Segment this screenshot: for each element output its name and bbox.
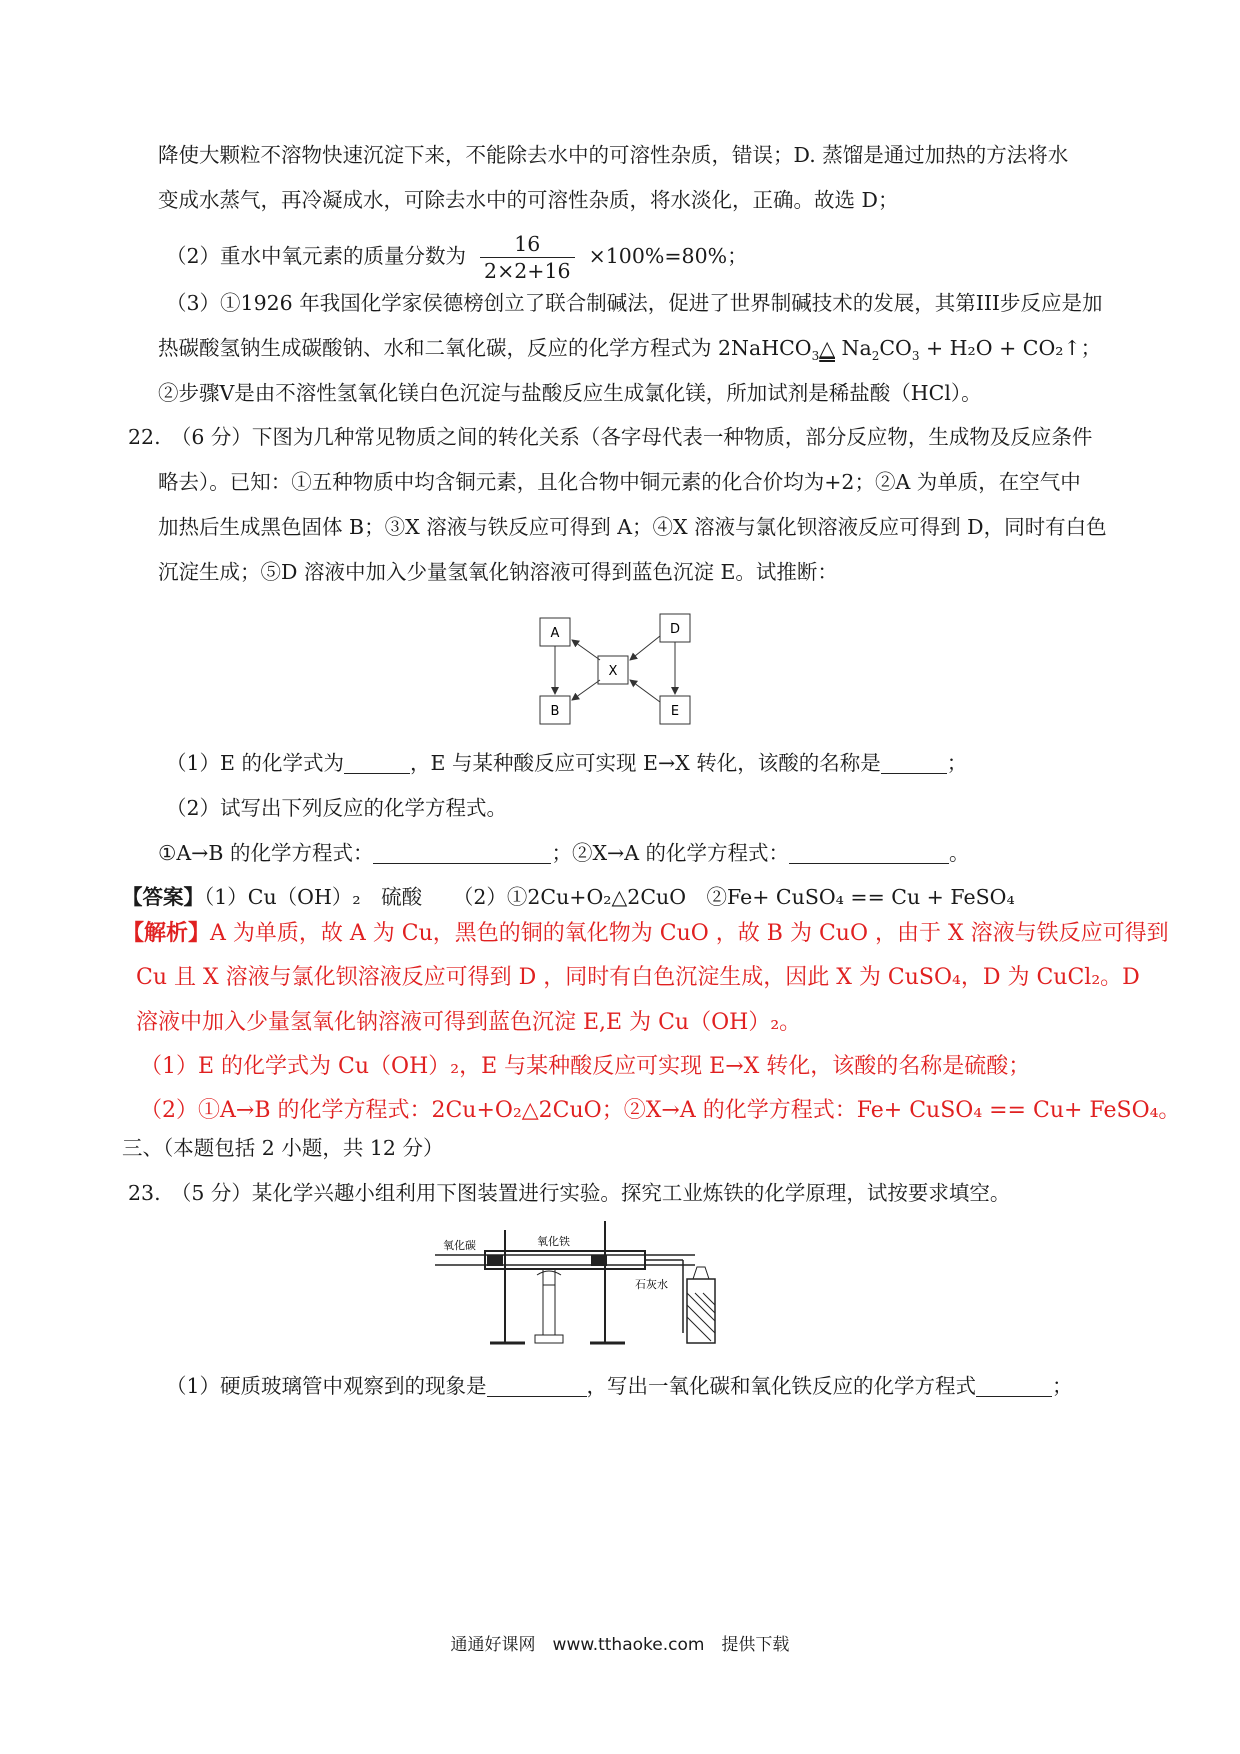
text-line: ②步骤Ⅴ是由不溶性氢氧化镁白色沉淀与盐酸反应生成氯化镁，所加试剂是稀盐酸（HCl）。 — [158, 381, 982, 405]
heat-symbol: △ — [819, 336, 835, 360]
text-line-equation — [158, 333, 1130, 371]
arrow-d-x — [630, 636, 660, 660]
arrow-x-b — [572, 680, 600, 700]
text-line: 降使大颗粒不溶物快速沉淀下来，不能除去水中的可溶性杂质，错误；D. 蒸馏是通过加热的方法将水 — [158, 143, 1069, 167]
arrow-e-x — [630, 680, 660, 702]
answer-blank[interactable] — [487, 1374, 587, 1397]
text: ，写出一氧化碳和氧化铁反应的化学方程式 — [586, 1374, 977, 1398]
answer-text: （1）Cu（OH）₂ 硫酸 （2）①2Cu+O₂△2CuO ②Fe+ CuSO₄ == Cu + FeSO₄ — [204, 885, 1015, 909]
text: + H₂O + CO₂↑； — [919, 336, 1102, 360]
numerator: 16 — [514, 232, 541, 256]
text: （1）硬质玻璃管中观察到的现象是 — [166, 1374, 487, 1398]
text: ①A→B 的化学方程式： — [158, 841, 374, 865]
text-line: 变成水蒸气，再冷凝成水，可除去水中的可溶性杂质，将水淡化，正确。故选 D； — [158, 188, 899, 212]
answer-blank[interactable] — [373, 841, 551, 864]
text-line-fraction — [166, 228, 1130, 284]
answer-blank[interactable] — [344, 751, 410, 774]
analysis-line: Cu 且 X 溶液与氯化钡溶液反应可得到 D ，同时有白色沉淀生成，因此 X 为 CuSO₄，D 为 CuCl₂。D — [136, 965, 1140, 990]
question-22-part1 — [166, 748, 1130, 778]
subscript: 2 — [871, 349, 880, 364]
node-x-label: X — [608, 664, 618, 679]
answer-line — [122, 882, 1130, 912]
answer-blank[interactable] — [976, 1374, 1052, 1397]
text: （2）重水中氧元素的质量分数为 — [166, 244, 467, 268]
text: ； — [1052, 1374, 1073, 1398]
node-a — [540, 618, 570, 646]
question-22-part2: （2）试写出下列反应的化学方程式。 — [166, 796, 508, 820]
iron-smelting-apparatus — [425, 1215, 755, 1355]
analysis-line: （2）①A→B 的化学方程式：2Cu+O₂△2CuO；②X→A 的化学方程式：Fe+ CuSO₄ == Cu+ FeSO₄。 — [140, 1098, 1181, 1123]
denominator: 2×2+16 — [480, 257, 575, 284]
node-a-label: A — [550, 626, 560, 641]
analysis-tag: 【解析】 — [122, 920, 211, 946]
node-b — [540, 696, 570, 724]
text: Na — [835, 336, 872, 360]
conversion-diagram — [520, 600, 720, 735]
page-footer: 通通好课网 www.tthaoke.com 提供下载 — [450, 1635, 790, 1655]
node-d — [660, 614, 690, 642]
text: ； — [946, 751, 968, 775]
text: ；②X→A 的化学方程式： — [551, 841, 790, 865]
text: （1）E 的化学式为 — [166, 751, 345, 775]
question-22-part3 — [158, 838, 1130, 868]
question-22-line: 22. （6 分）下图为几种常见物质之间的转化关系（各字母代表一种物质，部分反应物，生成物及反应条件 — [128, 425, 1093, 449]
text: ×100%=80%； — [588, 244, 748, 268]
node-d-label: D — [669, 622, 681, 637]
text-line: 略去）。已知：①五种物质中均含铜元素，且化合物中铜元素的化合价均为+2；②A 为单质，在空气中 — [158, 470, 1081, 494]
label-iron-oxide: 氧化铁 — [537, 1235, 570, 1248]
node-x — [598, 656, 628, 684]
limewater-bottle — [687, 1279, 715, 1343]
text-line: （3）①1926 年我国化学家侯德榜创立了联合制碱法，促进了世界制碱技术的发展，其第III步反应是加 — [166, 291, 1103, 315]
analysis-text: A 为单质，故 A 为 Cu，黑色的铜的氧化物为 CuO ，故 B 为 CuO ，由于 X 溶液与铁反应可得到 — [210, 921, 1169, 946]
section-heading: 三、（本题包括 2 小题，共 12 分） — [122, 1136, 444, 1160]
node-e-label: E — [670, 704, 680, 719]
arrow-x-a — [572, 640, 600, 660]
text: CO — [879, 336, 912, 360]
subscript: 3 — [811, 349, 820, 364]
text-line: 沉淀生成；⑤D 溶液中加入少量氢氧化钠溶液可得到蓝色沉淀 E。试推断： — [158, 560, 838, 584]
question-23-line: 23. （5 分）某化学兴趣小组利用下图装置进行实验。探究工业炼铁的化学原理，试按要求填空。 — [128, 1181, 1011, 1205]
subscript: 3 — [911, 349, 920, 364]
question-23-part1 — [166, 1371, 1130, 1401]
text: 热碳酸氢钠生成碳酸钠、水和二氧化碳，反应的化学方程式为 2NaHCO — [158, 336, 812, 360]
answer-tag: 【答案】 — [122, 885, 204, 909]
text: ，E 与某种酸反应可实现 E→X 转化，该酸的名称是 — [410, 751, 881, 775]
label-limewater: 石灰水 — [635, 1278, 668, 1291]
node-e — [660, 696, 690, 724]
fraction — [480, 231, 575, 284]
text-line: 加热后生成黑色固体 B；③X 溶液与铁反应可得到 A；④X 溶液与氯化钡溶液反应可得到 D，同时有白色 — [158, 515, 1107, 539]
node-b-label: B — [550, 704, 560, 719]
text: 。 — [949, 841, 970, 865]
answer-blank[interactable] — [789, 841, 949, 864]
answer-blank[interactable] — [881, 751, 947, 774]
glass-tube — [485, 1251, 645, 1269]
analysis-line — [122, 916, 1169, 951]
label-carbon-monoxide: 氧化碳 — [443, 1239, 476, 1252]
analysis-line: （1）E 的化学式为 Cu（OH）₂，E 与某种酸反应可实现 E→X 转化，该酸的名称是硫酸； — [140, 1054, 1031, 1079]
analysis-line: 溶液中加入少量氢氧化钠溶液可得到蓝色沉淀 E,E 为 Cu（OH）₂。 — [136, 1010, 802, 1035]
